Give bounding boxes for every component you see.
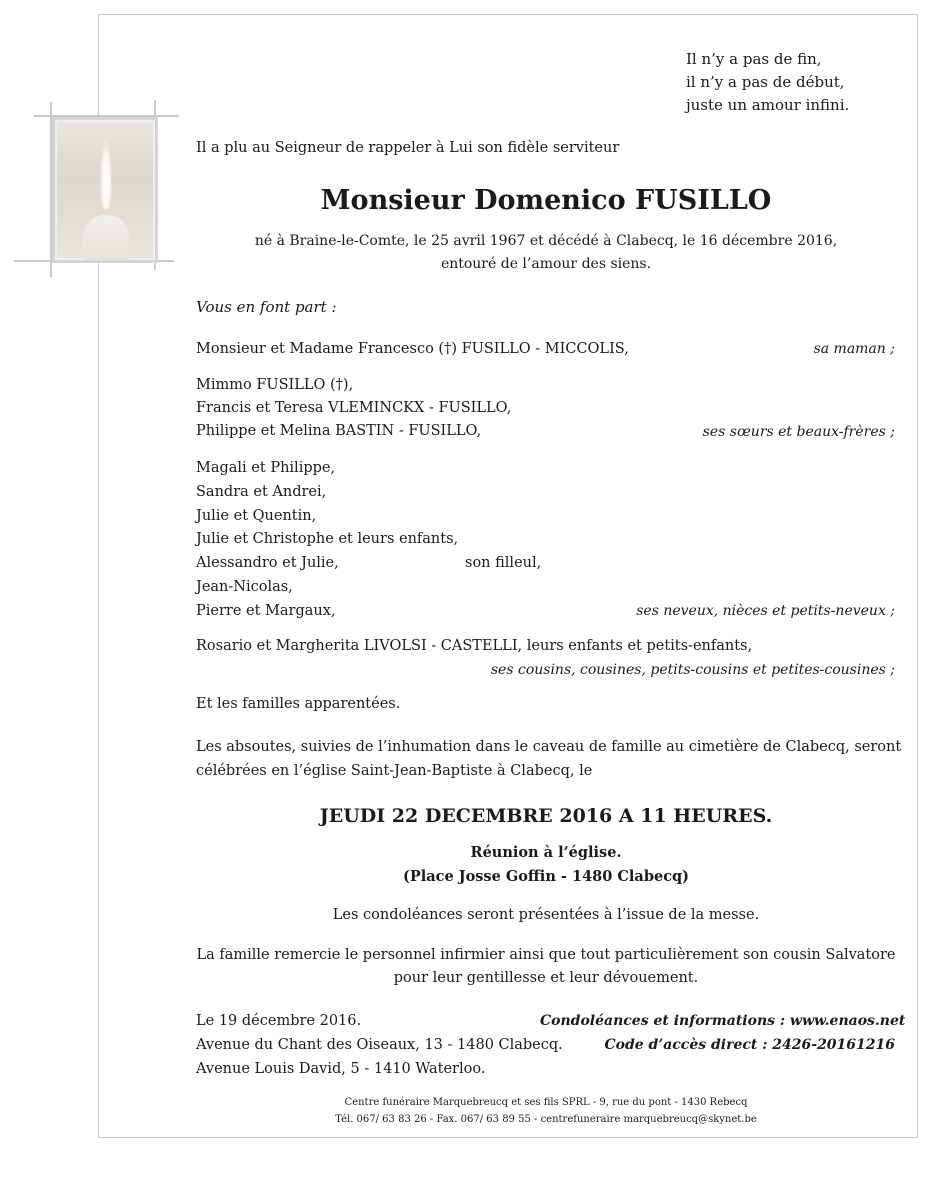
funeral-home-address: Centre funéraire Marquebreucq et ses fils SPRL - 9, rue du pont - 1430 Rebecq: [344, 1097, 748, 1108]
godson-label: son filleul,: [465, 555, 542, 571]
candle-wax: [83, 215, 129, 260]
ceremony-date: JEUDI 22 DECEMBRE 2016 A 11 HEURES.: [319, 805, 773, 827]
birth-death-line: né à Braine-le-Comte, le 25 avril 1967 et décédé à Clabecq, le 16 décembre 2016,: [254, 233, 838, 249]
intro-text: Il a plu au Seigneur de rappeler à Lui son fidèle serviteur: [196, 140, 620, 156]
family-line: Alessandro et Julie,: [196, 555, 339, 571]
family-line: Rosario et Margherita LIVOLSI - CASTELLI, leurs enfants et petits-enfants,: [196, 638, 753, 654]
relation-label: ses cousins, cousines, petits-cousins et petites-cousines ;: [490, 662, 895, 678]
related-families: Et les familles apparentées.: [196, 696, 401, 712]
reunion-note: Réunion à l’église.: [470, 844, 622, 861]
date-signature: Le 19 décembre 2016.: [196, 1013, 362, 1029]
family-line: Julie et Quentin,: [196, 508, 317, 524]
candle-image: [14, 100, 174, 285]
ceremony-text: Les absoutes, suivies de l’inhumation dans le caveau de famille au cimetière de Clabecq, seront: [196, 739, 902, 755]
poem-line-2: il n’y a pas de début,: [686, 73, 845, 91]
address-line: Avenue du Chant des Oiseaux, 13 - 1480 Clabecq.: [196, 1037, 563, 1053]
family-line: Sandra et Andrei,: [196, 484, 327, 500]
family-line: Julie et Christophe et leurs enfants,: [196, 531, 459, 547]
candle-photo: [52, 117, 158, 263]
deceased-name: Monsieur Domenico FUSILLO: [320, 185, 772, 216]
flame-icon: [100, 140, 112, 210]
relation-label: sa maman ;: [813, 341, 895, 357]
funeral-home-contact: Tél. 067/ 63 83 26 - Fax. 067/ 63 89 55 - centrefuneraire marquebreucq@skynet.be: [335, 1114, 757, 1125]
ceremony-text: célébrées en l’église Saint-Jean-Baptiste à Clabecq, le: [196, 763, 593, 779]
surrounded-line: entouré de l’amour des siens.: [440, 256, 652, 272]
family-line: Monsieur et Madame Francesco (†) FUSILLO - MICCOLIS,: [196, 341, 629, 357]
family-line: Mimmo FUSILLO (†),: [196, 377, 354, 393]
condolences-website: Condoléances et informations : www.enaos.net: [540, 1013, 906, 1029]
family-line: Francis et Teresa VLEMINCKX - FUSILLO,: [196, 400, 512, 416]
poem-line-1: Il n’y a pas de fin,: [686, 50, 822, 68]
thanks-text: La famille remercie le personnel infirmier ainsi que tout particulièrement son cousin Salvatore: [196, 947, 896, 963]
church-address: (Place Josse Goffin - 1480 Clabecq): [402, 868, 690, 885]
announce-heading: Vous en font part :: [196, 298, 337, 316]
condolences-note: Les condoléances seront présentées à l’issue de la messe.: [332, 907, 760, 923]
relation-label: ses neveux, nièces et petits-neveux ;: [636, 603, 895, 619]
family-line: Jean-Nicolas,: [196, 579, 293, 595]
poem-line-3: juste un amour infini.: [686, 96, 850, 114]
family-line: Magali et Philippe,: [196, 460, 336, 476]
family-line: Philippe et Melina BASTIN - FUSILLO,: [196, 423, 482, 439]
thanks-text: pour leur gentillesse et leur dévouement.: [393, 970, 699, 986]
access-code: Code d’accès direct : 2426-20161216: [604, 1037, 895, 1053]
family-line: Pierre et Margaux,: [196, 603, 336, 619]
address-line: Avenue Louis David, 5 - 1410 Waterloo.: [196, 1061, 486, 1077]
relation-label: ses sœurs et beaux-frères ;: [702, 424, 895, 440]
